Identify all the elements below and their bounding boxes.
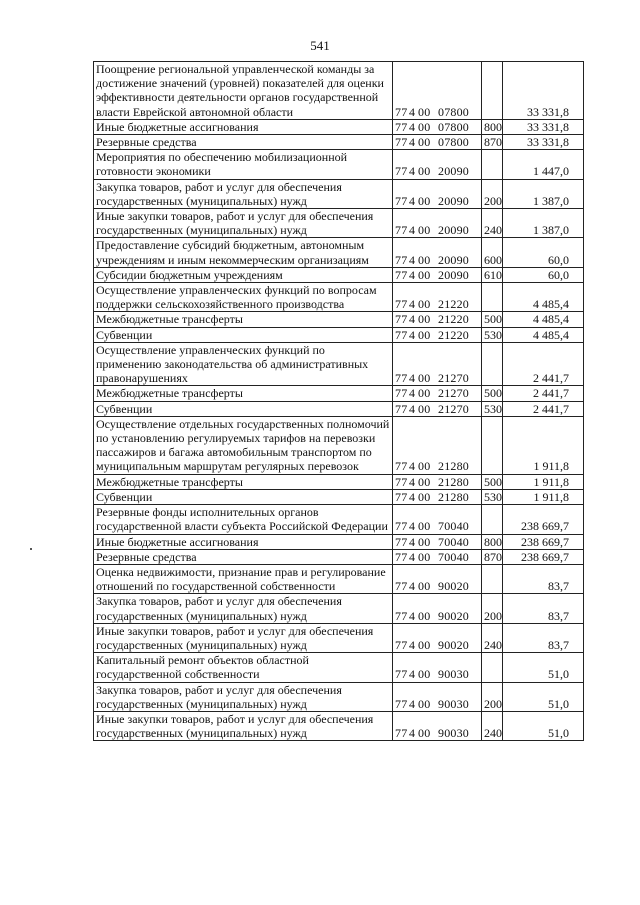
code-part-1: 77 — [395, 252, 408, 267]
code-part-2: 4 — [409, 104, 416, 119]
code-part-1: 77 — [395, 119, 408, 134]
code-part-2: 4 — [409, 474, 416, 489]
code-part-3: 00 — [418, 386, 431, 401]
table-row — [94, 623, 584, 652]
code-part-3: 00 — [418, 579, 431, 594]
target-article-code — [393, 119, 482, 134]
code-part-1: 77 — [395, 401, 408, 416]
table-row — [94, 489, 584, 504]
table-row — [94, 401, 584, 416]
code-part-4: 20090 — [438, 193, 469, 208]
code-part-4: 21220 — [438, 327, 469, 342]
code-part-4: 90020 — [438, 637, 469, 652]
code-part-2: 4 — [409, 297, 416, 312]
expense-name: Иные закупки товаров, работ и услуг для обеспечения государственных (муниципальных) нужд — [94, 209, 393, 238]
expense-name: Межбюджетные трансферты — [94, 474, 393, 489]
amount: 4 485,4 — [503, 327, 584, 342]
expense-name: Капитальный ремонт объектов областной государственной собственности — [94, 653, 393, 682]
code-part-3: 00 — [418, 164, 431, 179]
amount: 4 485,4 — [503, 312, 584, 327]
code-part-4: 07800 — [438, 119, 469, 134]
code-part-4: 07800 — [438, 104, 469, 119]
expense-type-code: 610 — [482, 267, 503, 282]
code-part-3: 00 — [418, 637, 431, 652]
target-article-code — [393, 682, 482, 711]
expense-name: Иные закупки товаров, работ и услуг для обеспечения государственных (муниципальных) нужд — [94, 711, 393, 740]
expense-type-code — [482, 62, 503, 120]
expense-type-code: 500 — [482, 312, 503, 327]
expense-name: Субвенции — [94, 401, 393, 416]
amount: 1 387,0 — [503, 209, 584, 238]
expense-name: Иные бюджетные ассигнования — [94, 534, 393, 549]
expense-name: Осуществление управленческих функций по применению законодательства об административных правонарушениях — [94, 342, 393, 386]
expense-type-code — [482, 653, 503, 682]
code-part-3: 00 — [418, 327, 431, 342]
table-row — [94, 564, 584, 593]
code-part-3: 00 — [418, 726, 431, 741]
amount: 83,7 — [503, 564, 584, 593]
amount: 51,0 — [503, 711, 584, 740]
expense-type-code — [482, 416, 503, 474]
code-part-3: 00 — [418, 135, 431, 150]
expense-type-code — [482, 150, 503, 179]
code-part-4: 20090 — [438, 223, 469, 238]
code-part-1: 77 — [395, 193, 408, 208]
target-article-code — [393, 416, 482, 474]
table-row — [94, 119, 584, 134]
expense-name: Поощрение региональной управленческой команды за достижение значений (уровней) показателей для оценки эффективности деятельности органов государственной власти Еврейской автономной области — [94, 62, 393, 120]
amount: 238 669,7 — [503, 549, 584, 564]
table-row — [94, 386, 584, 401]
target-article-code — [393, 267, 482, 282]
table-row — [94, 150, 584, 179]
code-part-1: 77 — [395, 637, 408, 652]
expense-name: Осуществление отдельных государственных полномочий по установлению регулируемых тарифов на перевозки пассажиров и багажа автомобильным транспортом по муниципальным маршрутам регулярных перевозок — [94, 416, 393, 474]
code-part-4: 70040 — [438, 534, 469, 549]
target-article-code — [393, 327, 482, 342]
table-row — [94, 327, 584, 342]
expense-type-code: 530 — [482, 327, 503, 342]
code-part-1: 77 — [395, 267, 408, 282]
code-part-2: 4 — [409, 164, 416, 179]
amount: 238 669,7 — [503, 534, 584, 549]
amount: 1 911,8 — [503, 416, 584, 474]
code-part-2: 4 — [409, 193, 416, 208]
code-part-4: 21220 — [438, 312, 469, 327]
table-row — [94, 62, 584, 120]
code-part-1: 77 — [395, 327, 408, 342]
code-part-1: 77 — [395, 534, 408, 549]
table-row — [94, 534, 584, 549]
expense-type-code: 600 — [482, 238, 503, 267]
table-row — [94, 505, 584, 534]
code-part-4: 21280 — [438, 489, 469, 504]
code-part-3: 00 — [418, 696, 431, 711]
target-article-code — [393, 594, 482, 623]
code-part-4: 21280 — [438, 459, 469, 474]
table-row — [94, 594, 584, 623]
code-part-2: 4 — [409, 459, 416, 474]
code-part-3: 00 — [418, 267, 431, 282]
expense-type-code: 800 — [482, 119, 503, 134]
target-article-code — [393, 150, 482, 179]
amount: 1 447,0 — [503, 150, 584, 179]
amount: 60,0 — [503, 238, 584, 267]
code-part-4: 21270 — [438, 371, 469, 386]
code-part-2: 4 — [409, 223, 416, 238]
expense-name: Оценка недвижимости, признание прав и регулирование отношений по государственной собственности — [94, 564, 393, 593]
target-article-code — [393, 386, 482, 401]
expense-name: Мероприятия по обеспечению мобилизационной готовности экономики — [94, 150, 393, 179]
code-part-2: 4 — [409, 401, 416, 416]
code-part-3: 00 — [418, 371, 431, 386]
expense-type-code: 530 — [482, 489, 503, 504]
code-part-2: 4 — [409, 252, 416, 267]
target-article-code — [393, 62, 482, 120]
code-part-1: 77 — [395, 474, 408, 489]
table-row — [94, 135, 584, 150]
table-body — [94, 62, 584, 741]
expense-type-code: 800 — [482, 534, 503, 549]
expense-name: Субсидии бюджетным учреждениям — [94, 267, 393, 282]
code-part-1: 77 — [395, 223, 408, 238]
expense-name: Межбюджетные трансферты — [94, 312, 393, 327]
code-part-2: 4 — [409, 312, 416, 327]
amount: 1 387,0 — [503, 179, 584, 208]
target-article-code — [393, 209, 482, 238]
target-article-code — [393, 238, 482, 267]
expense-name: Осуществление управленческих функций по вопросам поддержки сельскохозяйственного производства — [94, 283, 393, 312]
amount: 60,0 — [503, 267, 584, 282]
table-row — [94, 342, 584, 386]
amount: 2 441,7 — [503, 386, 584, 401]
code-part-1: 77 — [395, 459, 408, 474]
table-row — [94, 474, 584, 489]
code-part-1: 77 — [395, 104, 408, 119]
code-part-4: 90030 — [438, 696, 469, 711]
expense-type-code: 500 — [482, 474, 503, 489]
target-article-code — [393, 489, 482, 504]
table-row — [94, 283, 584, 312]
target-article-code — [393, 283, 482, 312]
amount: 2 441,7 — [503, 401, 584, 416]
code-part-4: 21220 — [438, 297, 469, 312]
expense-type-code: 870 — [482, 135, 503, 150]
code-part-2: 4 — [409, 579, 416, 594]
code-part-1: 77 — [395, 297, 408, 312]
code-part-2: 4 — [409, 696, 416, 711]
expense-type-code: 240 — [482, 209, 503, 238]
expense-name: Закупка товаров, работ и услуг для обеспечения государственных (муниципальных) нужд — [94, 682, 393, 711]
page-number: 541 — [310, 38, 330, 53]
table-row — [94, 179, 584, 208]
expense-type-code: 530 — [482, 401, 503, 416]
expense-name: Закупка товаров, работ и услуг для обеспечения государственных (муниципальных) нужд — [94, 179, 393, 208]
code-part-4: 20090 — [438, 164, 469, 179]
expense-type-code: 200 — [482, 682, 503, 711]
code-part-2: 4 — [409, 726, 416, 741]
code-part-3: 00 — [418, 297, 431, 312]
code-part-1: 77 — [395, 135, 408, 150]
table-row — [94, 416, 584, 474]
amount: 238 669,7 — [503, 505, 584, 534]
code-part-1: 77 — [395, 667, 408, 682]
amount: 33 331,8 — [503, 119, 584, 134]
code-part-4: 20090 — [438, 267, 469, 282]
amount: 33 331,8 — [503, 62, 584, 120]
table-row — [94, 653, 584, 682]
table-row — [94, 711, 584, 740]
table-row — [94, 682, 584, 711]
target-article-code — [393, 534, 482, 549]
code-part-3: 00 — [418, 608, 431, 623]
expense-type-code: 870 — [482, 549, 503, 564]
table-row — [94, 238, 584, 267]
amount: 51,0 — [503, 682, 584, 711]
code-part-3: 00 — [418, 459, 431, 474]
code-part-3: 00 — [418, 519, 431, 534]
expense-type-code: 240 — [482, 623, 503, 652]
code-part-1: 77 — [395, 696, 408, 711]
code-part-2: 4 — [409, 549, 416, 564]
code-part-1: 77 — [395, 386, 408, 401]
expense-name: Закупка товаров, работ и услуг для обеспечения государственных (муниципальных) нужд — [94, 594, 393, 623]
code-part-4: 21280 — [438, 474, 469, 489]
code-part-1: 77 — [395, 371, 408, 386]
margin-mark — [30, 548, 32, 550]
code-part-2: 4 — [409, 637, 416, 652]
expense-name: Резервные фонды исполнительных органов государственной власти субъекта Российской Федерации — [94, 505, 393, 534]
code-part-1: 77 — [395, 519, 408, 534]
expense-type-code: 240 — [482, 711, 503, 740]
code-part-1: 77 — [395, 608, 408, 623]
code-part-2: 4 — [409, 534, 416, 549]
amount: 4 485,4 — [503, 283, 584, 312]
code-part-2: 4 — [409, 667, 416, 682]
amount: 33 331,8 — [503, 135, 584, 150]
expense-type-code — [482, 342, 503, 386]
target-article-code — [393, 505, 482, 534]
code-part-3: 00 — [418, 104, 431, 119]
code-part-4: 70040 — [438, 519, 469, 534]
code-part-4: 21270 — [438, 386, 469, 401]
code-part-2: 4 — [409, 135, 416, 150]
target-article-code — [393, 564, 482, 593]
code-part-2: 4 — [409, 119, 416, 134]
code-part-3: 00 — [418, 312, 431, 327]
expense-type-code: 200 — [482, 594, 503, 623]
code-part-4: 90030 — [438, 726, 469, 741]
code-part-2: 4 — [409, 327, 416, 342]
code-part-2: 4 — [409, 371, 416, 386]
expense-type-code — [482, 564, 503, 593]
expense-name: Предоставление субсидий бюджетным, автономным учреждениям и иным некоммерческим организациям — [94, 238, 393, 267]
code-part-2: 4 — [409, 608, 416, 623]
expense-name: Межбюджетные трансферты — [94, 386, 393, 401]
code-part-1: 77 — [395, 164, 408, 179]
expense-type-code: 500 — [482, 386, 503, 401]
code-part-4: 90020 — [438, 608, 469, 623]
amount: 83,7 — [503, 594, 584, 623]
code-part-1: 77 — [395, 549, 408, 564]
expense-name: Иные закупки товаров, работ и услуг для обеспечения государственных (муниципальных) нужд — [94, 623, 393, 652]
expense-type-code — [482, 505, 503, 534]
expense-type-code: 200 — [482, 179, 503, 208]
code-part-4: 70040 — [438, 549, 469, 564]
target-article-code — [393, 135, 482, 150]
code-part-3: 00 — [418, 474, 431, 489]
code-part-3: 00 — [418, 401, 431, 416]
table-row — [94, 549, 584, 564]
expense-name: Субвенции — [94, 327, 393, 342]
target-article-code — [393, 549, 482, 564]
code-part-1: 77 — [395, 726, 408, 741]
target-article-code — [393, 653, 482, 682]
target-article-code — [393, 401, 482, 416]
expense-type-code — [482, 283, 503, 312]
code-part-2: 4 — [409, 489, 416, 504]
expense-name: Субвенции — [94, 489, 393, 504]
table-row — [94, 209, 584, 238]
code-part-2: 4 — [409, 519, 416, 534]
code-part-3: 00 — [418, 223, 431, 238]
expense-name: Резервные средства — [94, 549, 393, 564]
code-part-3: 00 — [418, 193, 431, 208]
target-article-code — [393, 342, 482, 386]
code-part-3: 00 — [418, 667, 431, 682]
target-article-code — [393, 623, 482, 652]
amount: 1 911,8 — [503, 474, 584, 489]
budget-table — [93, 61, 584, 741]
code-part-4: 90020 — [438, 579, 469, 594]
code-part-4: 90030 — [438, 667, 469, 682]
code-part-1: 77 — [395, 312, 408, 327]
code-part-2: 4 — [409, 386, 416, 401]
code-part-1: 77 — [395, 489, 408, 504]
target-article-code — [393, 179, 482, 208]
target-article-code — [393, 474, 482, 489]
code-part-3: 00 — [418, 489, 431, 504]
amount: 83,7 — [503, 623, 584, 652]
amount: 2 441,7 — [503, 342, 584, 386]
code-part-3: 00 — [418, 252, 431, 267]
code-part-3: 00 — [418, 549, 431, 564]
code-part-3: 00 — [418, 534, 431, 549]
amount: 51,0 — [503, 653, 584, 682]
code-part-2: 4 — [409, 267, 416, 282]
table-row — [94, 267, 584, 282]
target-article-code — [393, 711, 482, 740]
amount: 1 911,8 — [503, 489, 584, 504]
expense-name: Резервные средства — [94, 135, 393, 150]
code-part-4: 07800 — [438, 135, 469, 150]
table-row — [94, 312, 584, 327]
target-article-code — [393, 312, 482, 327]
code-part-3: 00 — [418, 119, 431, 134]
code-part-1: 77 — [395, 579, 408, 594]
expense-name: Иные бюджетные ассигнования — [94, 119, 393, 134]
code-part-4: 21270 — [438, 401, 469, 416]
code-part-4: 20090 — [438, 252, 469, 267]
